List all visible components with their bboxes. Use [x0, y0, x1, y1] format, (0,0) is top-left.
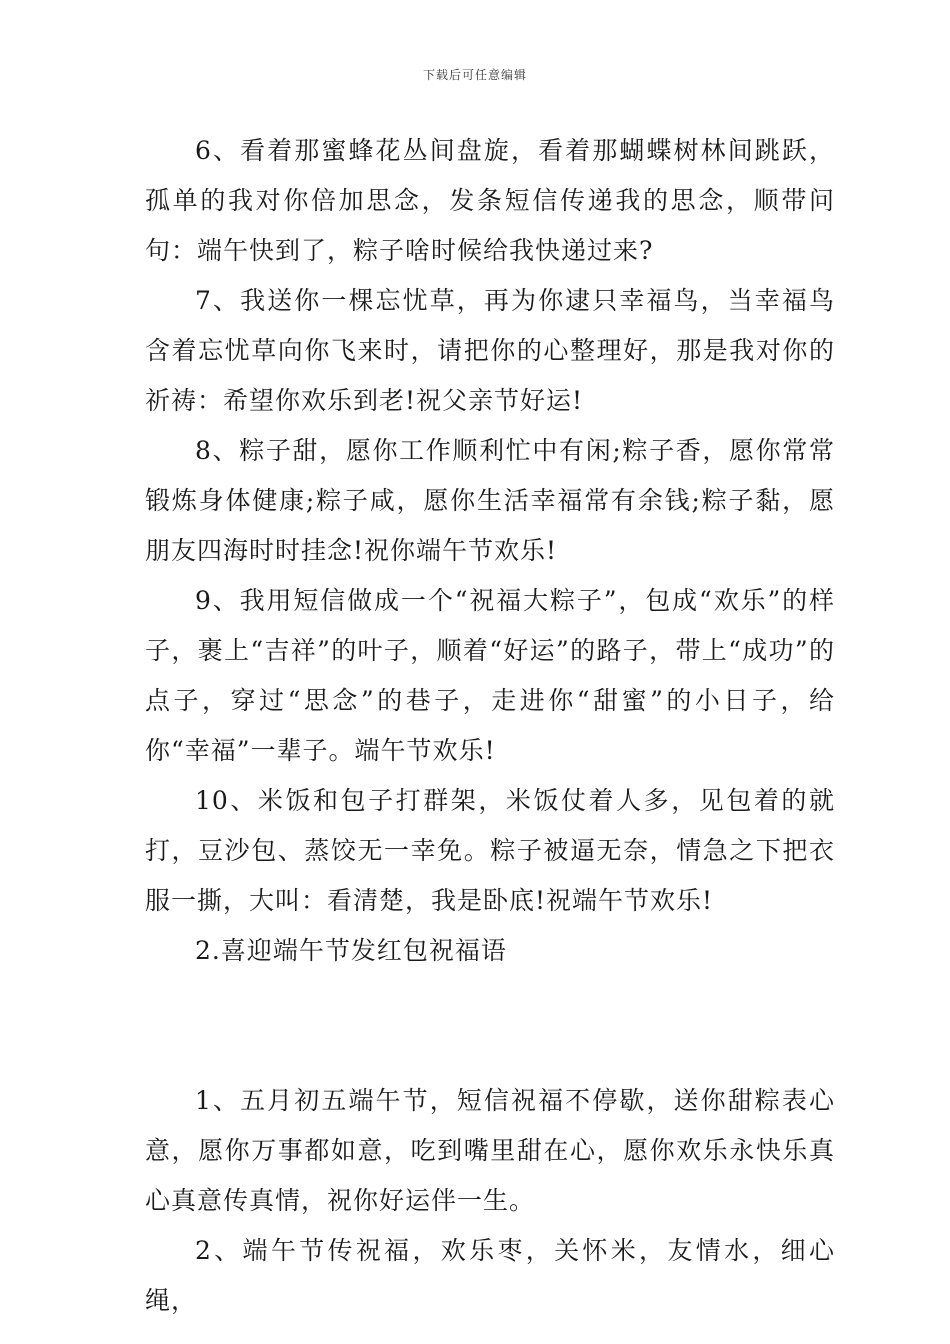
paragraph-7: 7、我送你一棵忘忧草，再为你逮只幸福鸟，当幸福鸟含着忘忧草向你飞来时，请把你的心整理好，那是我对你的祈祷：希望你欢乐到老!祝父亲节好运!: [145, 286, 835, 415]
section-heading: 2.喜迎端午节发红包祝福语: [195, 936, 507, 965]
paragraph-2: 2、端午节传祝福，欢乐枣，关怀米，友情水，细心绳，: [145, 1236, 835, 1315]
document-body: [145, 126, 835, 1326]
paragraph-9: 9、我用短信做成一个“祝福大粽子”，包成“欢乐”的样子，裹上“吉祥”的叶子，顺着“好运”的路子，带上“成功”的点子，穿过“思念”的巷子，走进你“甜蜜”的小日子，给你“幸福”一辈子。端午节欢乐!: [145, 586, 835, 765]
paragraph-8: 8、粽子甜，愿你工作顺利忙中有闲;粽子香，愿你常常锻炼身体健康;粽子咸，愿你生活幸福常有余钱;粽子黏，愿朋友四海时时挂念!祝你端午节欢乐!: [145, 436, 835, 565]
section-spacer: [145, 976, 835, 1076]
page-header-note: 下载后可任意编辑: [422, 68, 527, 82]
paragraph-1: 1、五月初五端午节，短信祝福不停歇，送你甜粽表心意，愿你万事都如意，吃到嘴里甜在心，愿你欢乐永快乐真心真意传真情，祝你好运伴一生。: [145, 1086, 835, 1215]
paragraph-10: 10、米饭和包子打群架，米饭仗着人多，见包着的就打，豆沙包、蒸饺无一幸免。粽子被逼无奈，情急之下把衣服一撕，大叫：看清楚，我是卧底!祝端午节欢乐!: [145, 786, 835, 915]
paragraph-6: 6、看着那蜜蜂花丛间盘旋，看着那蝴蝶树林间跳跃，孤单的我对你倍加思念，发条短信传递我的思念，顺带问句：端午快到了，粽子啥时候给我快递过来?: [145, 136, 835, 265]
